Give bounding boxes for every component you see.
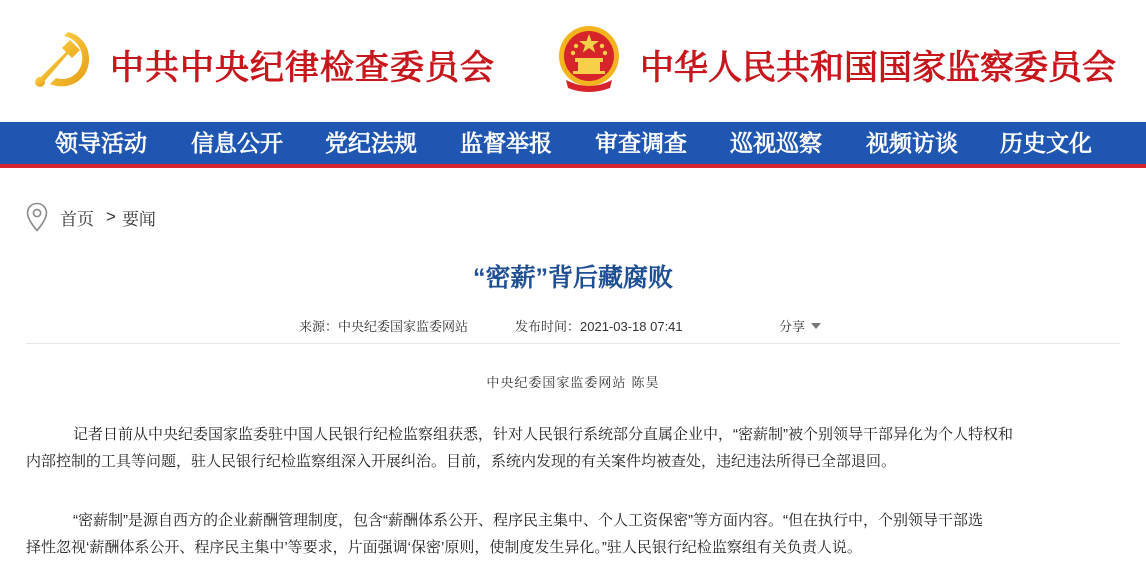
national-emblem-icon[interactable]: [556, 22, 622, 94]
party-emblem-icon[interactable]: [28, 26, 94, 92]
nav-item-supervision-report[interactable]: 监督举报: [460, 130, 552, 157]
article-publish-time: 发布时间：2021-03-18 07:41: [515, 319, 683, 334]
paragraph-line: 内部控制的工具等问题，驻人民银行纪检监察组深入开展纠治。目前，系统内发现的有关案件均被查处，违纪违法所得已全部退回。: [26, 453, 897, 470]
breadcrumb-separator: >: [106, 207, 116, 226]
article-paragraph: [26, 507, 1115, 561]
breadcrumb-current-link[interactable]: 要闻: [121, 209, 156, 229]
article-byline: 中央纪委国家监委网站 陈昊: [486, 376, 660, 391]
nsc-title[interactable]: 中华人民共和国国家监察委员会: [640, 48, 1116, 88]
paragraph-line: 择性忽视‘薪酬体系公开、程序民主集中’等要求，片面强调‘保密’原则，使制度发生异化。”驻人民银行纪检监察组有关负责人说。: [26, 539, 862, 556]
article-source: 来源：中央纪委国家监委网站: [299, 319, 469, 334]
location-pin-icon: [26, 202, 48, 232]
article-title: “密薪”背后藏腐败: [472, 264, 673, 292]
breadcrumb: [26, 202, 156, 232]
nav-item-leadership[interactable]: 领导活动: [55, 130, 147, 157]
nav-item-investigation[interactable]: 审查调查: [595, 130, 687, 157]
chevron-down-icon: [811, 323, 821, 329]
share-label: 分享: [779, 319, 806, 334]
article-paragraph: [26, 421, 1115, 475]
nav-item-video-interview[interactable]: 视频访谈: [866, 130, 958, 157]
share-button[interactable]: [779, 316, 821, 335]
nav-item-inspection[interactable]: 巡视巡察: [730, 130, 822, 157]
nav-item-info-disclosure[interactable]: 信息公开: [191, 130, 283, 157]
nav-item-party-rules[interactable]: 党纪法规: [325, 130, 417, 157]
site-header: [0, 0, 1146, 122]
meta-divider: [26, 343, 1120, 344]
nav-item-history-culture[interactable]: 历史文化: [1000, 130, 1092, 157]
paragraph-line: 记者日前从中央纪委国家监委驻中国人民银行纪检监察组获悉，针对人民银行系统部分直属企业中，“密薪制”被个别领导干部异化为个人特权和: [73, 426, 1013, 443]
breadcrumb-home-link[interactable]: 首页: [60, 209, 94, 229]
paragraph-line: “密薪制”是源自西方的企业薪酬管理制度，包含“薪酬体系公开、程序民主集中、个人工资保密”等方面内容。“但在执行中，个别领导干部选: [73, 512, 983, 529]
cpc-ccdi-title[interactable]: 中共中央纪律检查委员会: [110, 48, 495, 88]
main-nav: [0, 122, 1146, 168]
